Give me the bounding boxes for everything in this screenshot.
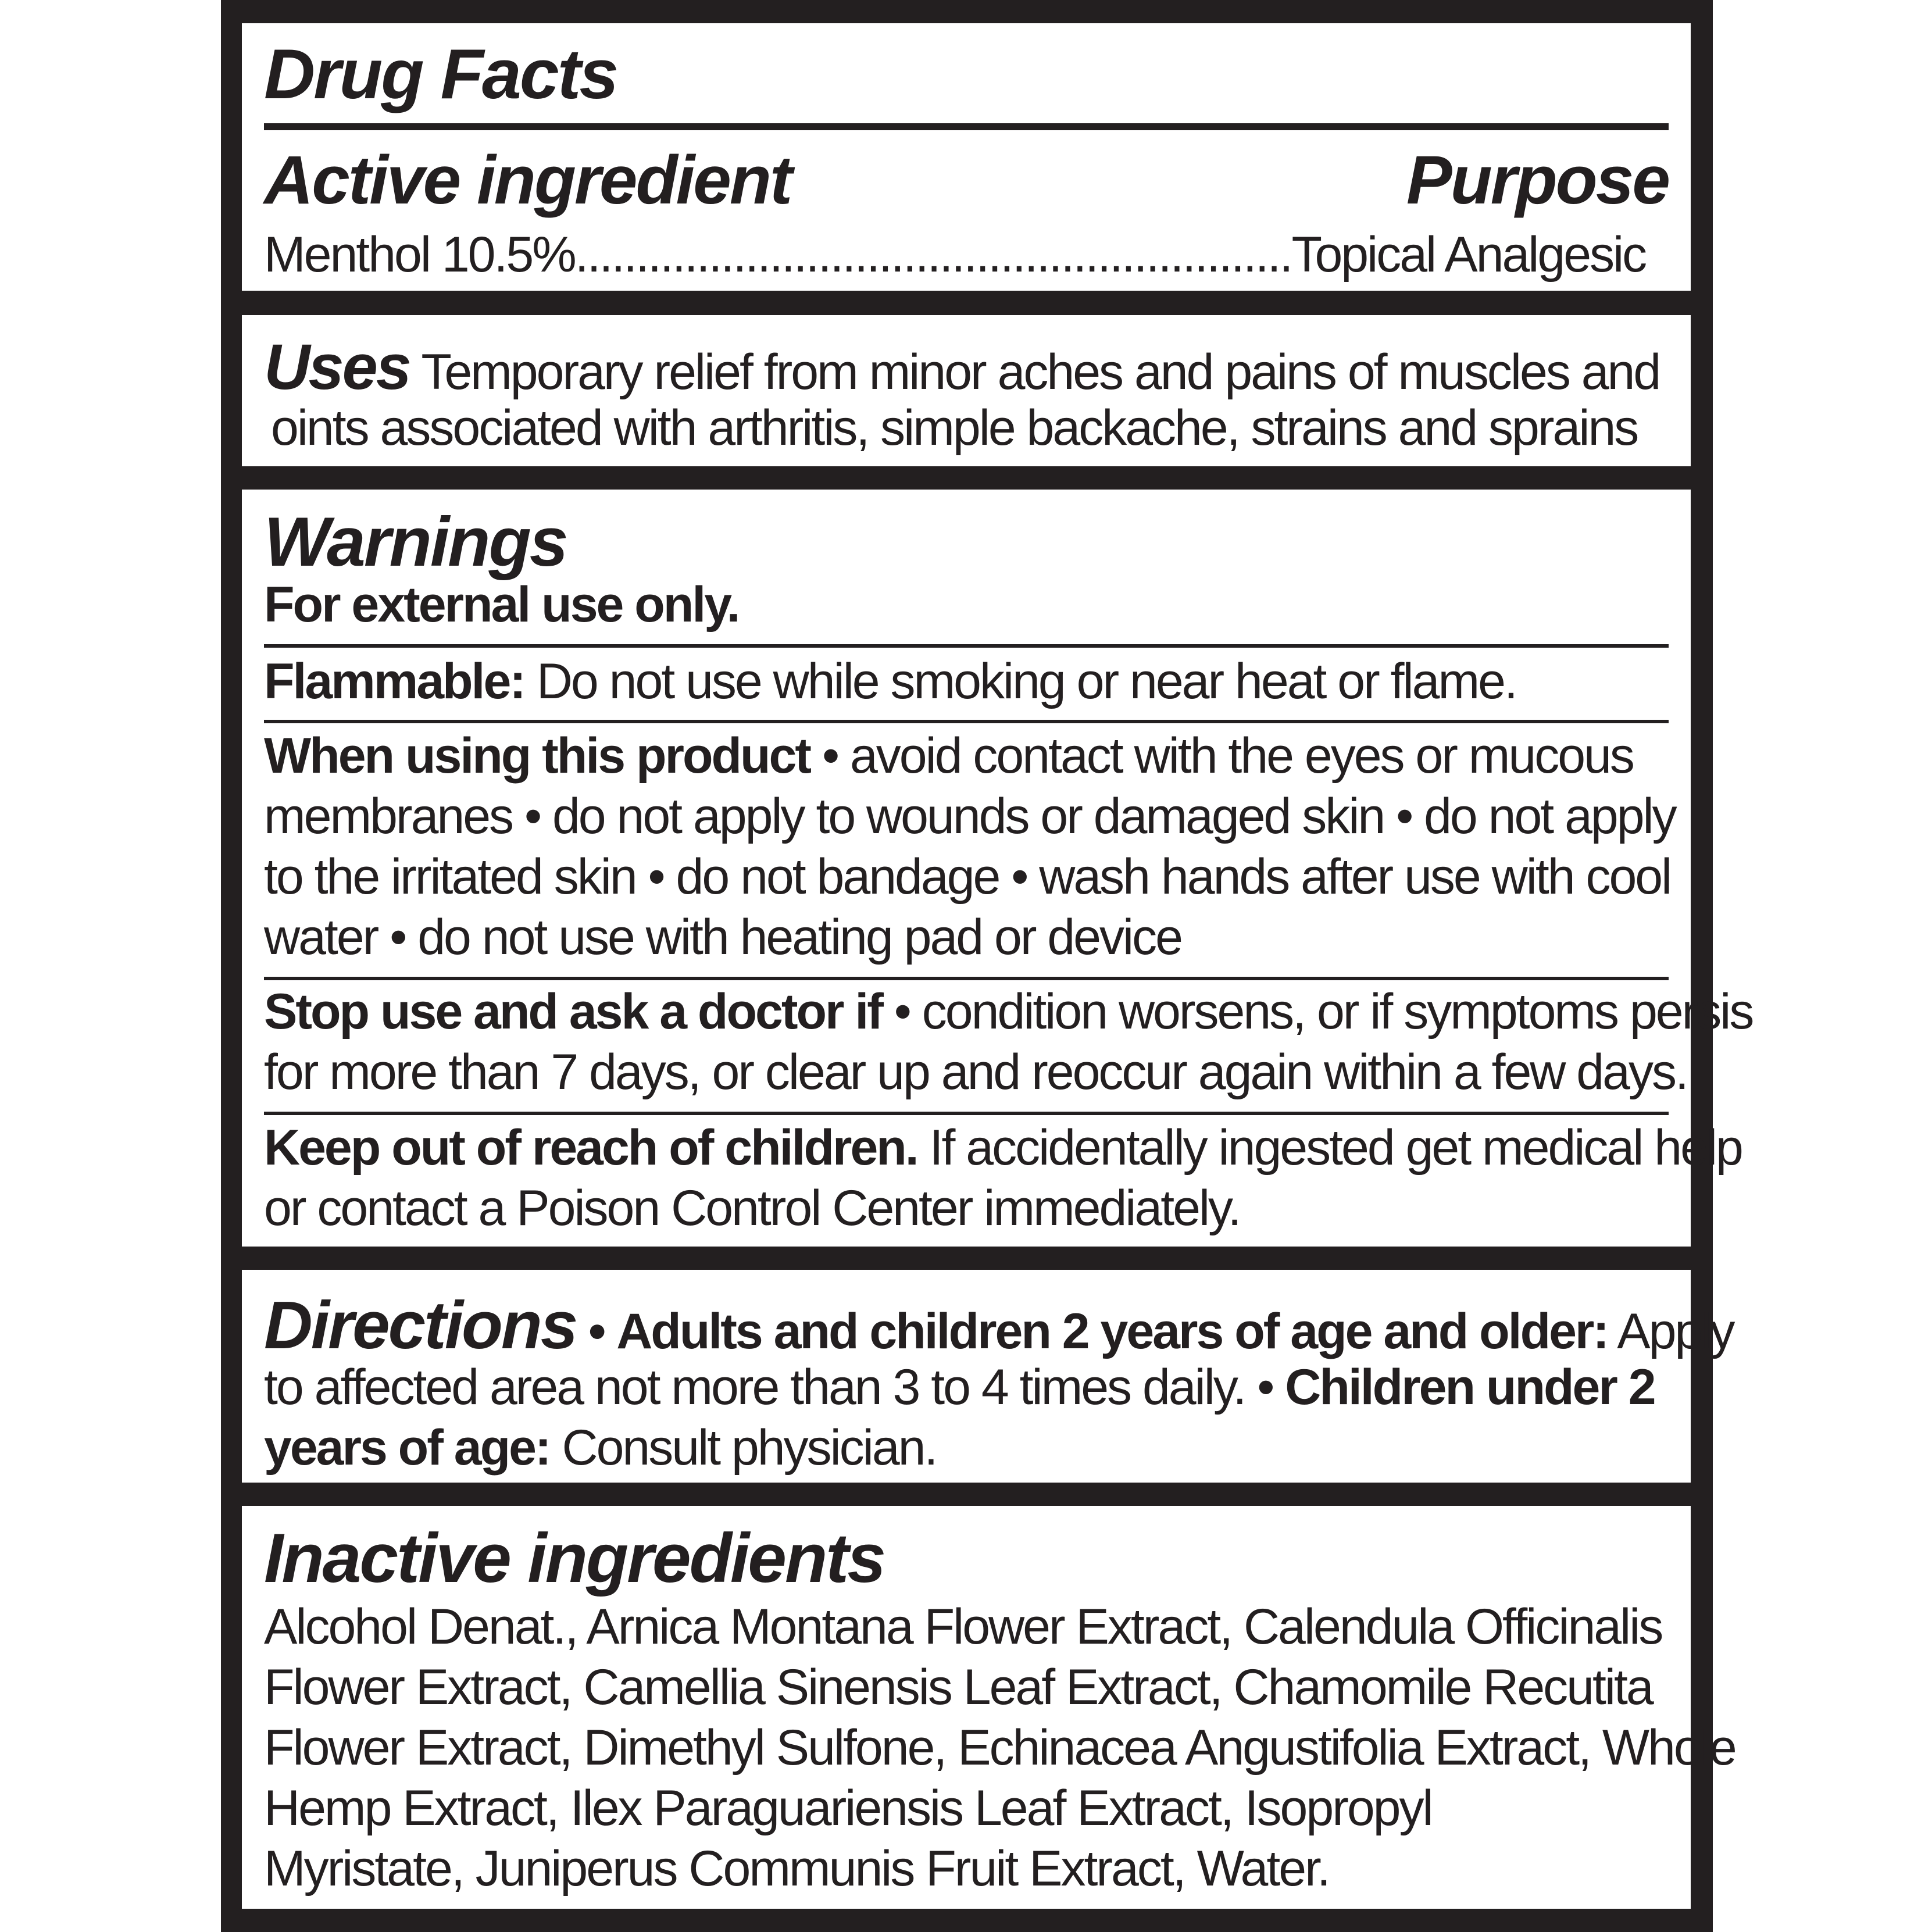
keep-out-label: Keep out of reach of children. xyxy=(264,1120,917,1176)
keep-out-line-1 xyxy=(264,1117,1742,1178)
dot-leader: ........................................................... xyxy=(574,227,1292,283)
when-using-line-1 xyxy=(264,726,1633,786)
when-using-line-1-text: • avoid contact with the eyes or mucous xyxy=(822,728,1633,784)
adults-text: Apply xyxy=(1617,1304,1734,1359)
stop-use-line-1-text: • condition worsens, or if symptoms persis xyxy=(894,984,1753,1040)
uses-line-1 xyxy=(264,331,1660,403)
warnings-panel xyxy=(242,490,1753,1247)
keep-out-line-1-text: If accidentally ingested get medical help xyxy=(929,1120,1742,1176)
warnings-rule-3 xyxy=(264,977,1669,980)
directions-bullet: • xyxy=(588,1304,605,1359)
directions-heading: Directions xyxy=(264,1287,577,1363)
title-rule xyxy=(264,123,1669,130)
stop-use-line-1 xyxy=(264,981,1752,1042)
inactive-ingredients-heading: Inactive ingredients xyxy=(264,1519,884,1597)
warnings-rule-4 xyxy=(264,1112,1669,1115)
ingredient-purpose: Topical Analgesic xyxy=(1291,227,1646,283)
active-ingredient-row xyxy=(264,224,1669,285)
when-using-warning xyxy=(264,726,1676,970)
keep-out-line-2: or contact a Poison Control Center immediately. xyxy=(264,1180,1240,1236)
uses-line-1-text: Temporary relief from minor aches and pains of muscles and xyxy=(421,344,1660,400)
warnings-rule-2 xyxy=(264,720,1669,723)
keep-out-of-reach-warning xyxy=(264,1117,1742,1240)
active-ingredient-heading: Active ingredient xyxy=(264,142,791,219)
warnings-heading: Warnings xyxy=(264,503,567,581)
children-label-a: Children under 2 xyxy=(1285,1359,1655,1415)
inactive-ingredients-panel xyxy=(242,1506,1735,1909)
ingredient-name: Menthol 10.5% xyxy=(264,227,575,283)
flammable-warning xyxy=(264,651,1669,712)
uses-line-2: oints associated with arthritis, simple backache, strains and sprains xyxy=(271,400,1638,456)
inactive-ingredients-list xyxy=(264,1597,1735,1899)
directions-line-2 xyxy=(264,1357,1655,1417)
flammable-text: Do not use while smoking or near heat or flame. xyxy=(536,653,1516,709)
when-using-line-2: membranes • do not apply to wounds or damaged skin • do not apply xyxy=(264,788,1676,844)
directions-line-3 xyxy=(264,1417,936,1478)
stop-use-line-2: for more than 7 days, or clear up and reoccur again within a few days. xyxy=(264,1044,1687,1100)
uses-heading: Uses xyxy=(264,331,410,403)
children-label-b: years of age: xyxy=(264,1420,550,1476)
external-use-only: For external use only. xyxy=(264,577,739,633)
inactive-line-3: Flower Extract, Dimethyl Sulfone, Echinacea Angustifolia Extract, Whole xyxy=(264,1720,1735,1776)
adults-label: Adults and children 2 years of age and older: xyxy=(616,1304,1608,1359)
inactive-line-5: Myristate, Juniperus Communis Fruit Extract, Water. xyxy=(264,1841,1329,1897)
when-using-line-3: to the irritated skin • do not bandage • wash hands after use with cool xyxy=(264,849,1671,905)
stop-use-warning xyxy=(264,981,1753,1104)
drug-facts-title: Drug Facts xyxy=(264,34,617,113)
active-ingredient-panel xyxy=(242,23,1691,291)
directions-line-2-text: to affected area not more than 3 to 4 times daily. • xyxy=(264,1359,1273,1415)
inactive-line-4: Hemp Extract, Ilex Paraguariensis Leaf Extract, Isopropyl xyxy=(264,1780,1432,1836)
children-text: Consult physician. xyxy=(562,1420,937,1476)
uses-panel xyxy=(242,315,1691,466)
inactive-line-1: Alcohol Denat., Arnica Montana Flower Extract, Calendula Officinalis xyxy=(264,1599,1662,1655)
flammable-label: Flammable: xyxy=(264,653,524,709)
when-using-label: When using this product xyxy=(264,728,810,784)
purpose-heading: Purpose xyxy=(1406,142,1669,219)
when-using-line-4: water • do not use with heating pad or device xyxy=(264,909,1181,965)
warnings-rule-1 xyxy=(264,644,1669,648)
directions-text xyxy=(264,1287,1734,1476)
inactive-line-2: Flower Extract, Camellia Sinensis Leaf Extract, Chamomile Recutita xyxy=(264,1659,1652,1715)
stop-use-label: Stop use and ask a doctor if xyxy=(264,984,882,1040)
directions-panel xyxy=(242,1270,1734,1483)
